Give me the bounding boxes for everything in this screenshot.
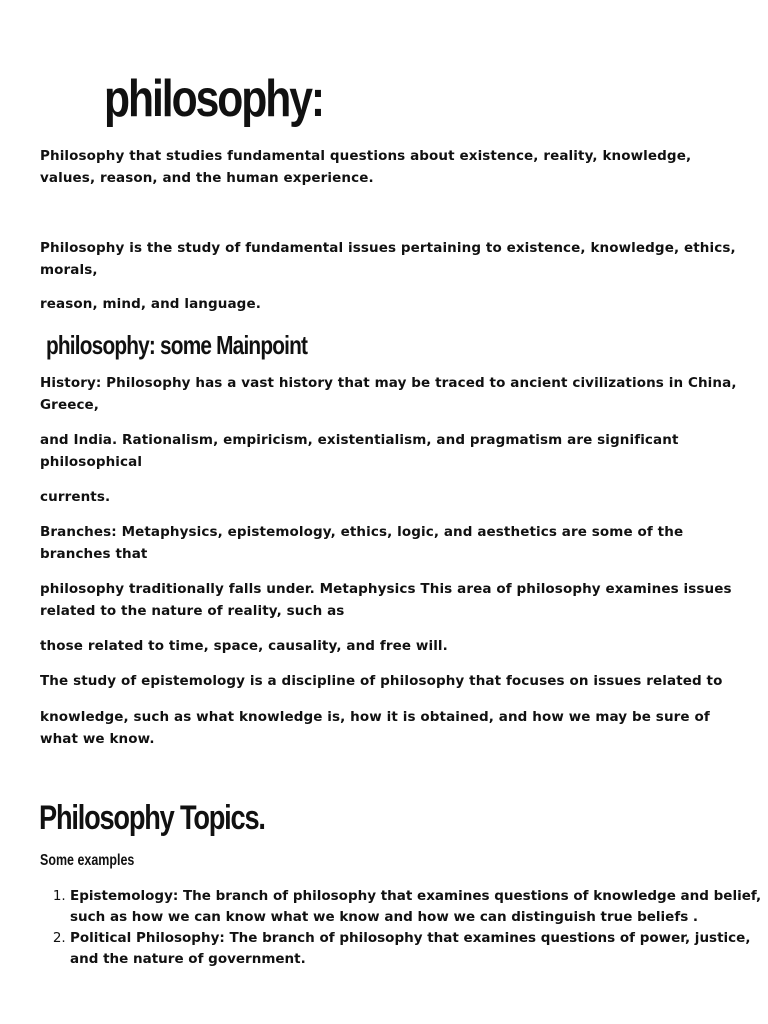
history-paragraph-1: History: Philosophy has a vast history that may be traced to ancient civilizations in China, Greece, — [40, 375, 737, 413]
section-subheading-examples: Some examples — [40, 852, 135, 869]
list-item: 2. Political Philosophy: The branch of philosophy that examines questions of power, justice, and the nature of government. — [70, 928, 768, 970]
epistemology-paragraph-1: The study of epistemology is a discipline of philosophy that focuses on issues related to — [40, 673, 723, 689]
topics-list — [40, 886, 768, 970]
section-heading-mainpoint: philosophy: some Mainpoint — [46, 330, 308, 360]
branches-paragraph-1: Branches: Metaphysics, epistemology, ethics, logic, and aesthetics are some of the branches that — [40, 524, 684, 562]
branches-paragraph-3: those related to time, space, causality, and free will. — [40, 638, 448, 654]
intro-paragraph-3: reason, mind, and language. — [40, 296, 261, 312]
history-paragraph-2: and India. Rationalism, empiricism, existentialism, and pragmatism are significant philosophical — [40, 432, 679, 470]
list-item: 1. Epistemology: The branch of philosophy that examines questions of knowledge and belief, such as how we can know what we know and how we can distinguish true beliefs . — [70, 886, 768, 928]
epistemology-paragraph-2: knowledge, such as what knowledge is, how it is obtained, and how we may be sure of what we know. — [40, 709, 710, 747]
intro-paragraph-2: Philosophy is the study of fundamental issues pertaining to existence, knowledge, ethics, morals, — [40, 240, 736, 278]
branches-paragraph-2: philosophy traditionally falls under. Metaphysics This area of philosophy examines issues related to the nature of reality, such as — [40, 581, 732, 619]
history-paragraph-3: currents. — [40, 489, 111, 505]
document-title: philosophy: — [104, 70, 324, 128]
intro-paragraph-1: Philosophy that studies fundamental questions about existence, reality, knowledge, values, reason, and the human experience. — [40, 148, 692, 186]
section-heading-topics: Philosophy Topics. — [39, 799, 265, 837]
